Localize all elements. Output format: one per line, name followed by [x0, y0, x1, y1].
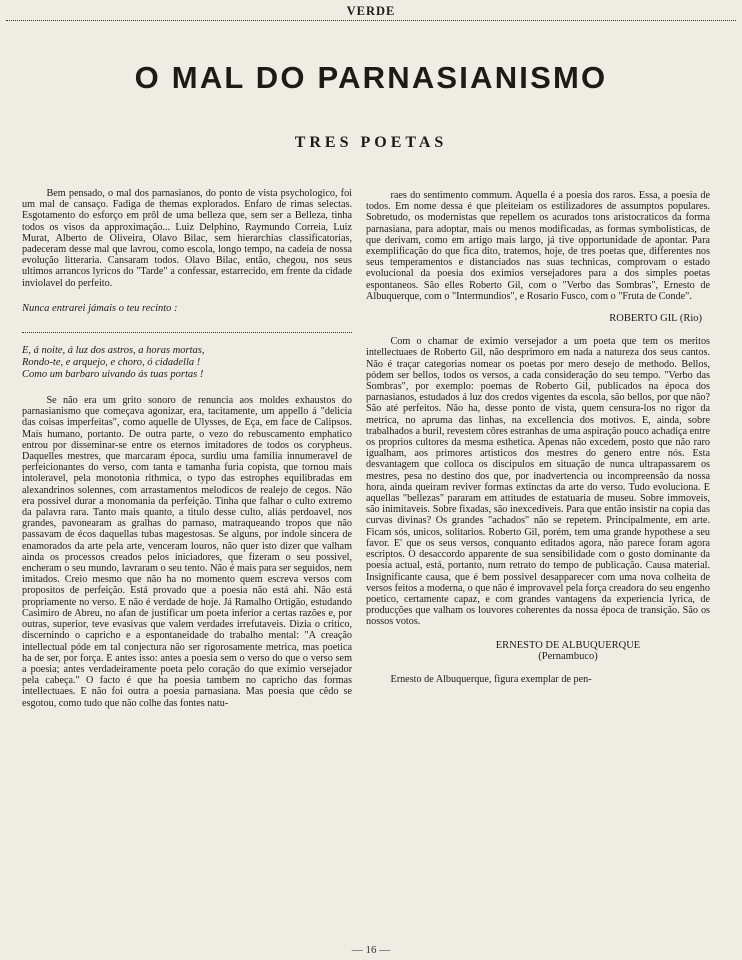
body-paragraph: Se não era um grito sonoro de renuncia aos moldes exhaustos do parnasianismo que começava agonizar, era, tacitamente, um appello á "delicia das coisas imperfeitas", como aquelle de Ulysses, de Eça, em face de Calipsos. Mais humano, portanto. De outra parte, o vezo do rebuscamento emphatico entrou por disseminar-se entre os eternos imitadores de todos os corypheus. Daquelles mestres, que marcaram época, surdiu uma familia innumeravel de perfeicionantes do verso, com tanta e tamanha furia copista, que tornou mais intoleravel, pela monotonia rithmica, o typo das estrophes equilibradas em alexandrinos solennes, com arrastamentos melodicos de realejo de cegos. Não era possivel durar a monomania da perfeição. Tinha que falhar o culto extremo da palavra rara. Tanto mais quanto, a titulo desse culto, aliás perdoavel, nos grandes, pavonearam as gralhas do parnaso, matraqueando tropos que não passavam de écos daquellas tubas magestosas. Se alguns, por indole sincera de enamorados da arte pela arte, venceram louros, não quer isto dizer que valham ainda os processos creados pelos iniciadores, que fizeram o seu possivel, encheram o seu mundo, lavraram o seu tento. Não é mais para ser seguidos, nem imitados. Creio mesmo que não ha no momento quem escreva versos com propositos de perfeição. Está provado que a poesia não está ahi. Não está propriamente no verso. E não é verdade de hoje. Já Ramalho Ortigão, estudando Casimiro de Abreu, no afan de justificar um poeta inferior a certas razões e, por outras, superior, teve evasivas que valem verdades irrefutaveis. Dizia o critico, discernindo o capricho e a espontaneidade do trabalho mental: "A creação intellectual póde em tal conjectura não ser rigorosamente metrica, mas poetica ha de ser, por força. E antes isso: antes a poesia sem o verso do que o verso sem a poesia; antes verdadeiramente poeta pelo coração do que eximio versejador pela cabeça." O facto é que ha poesia tambem no capricho das formas intellectuaes. E não foi outra a poesia parnasiana. Mas poesia que cêdo se esgotou, como tudo que não colhe das fontes natu-: [22, 395, 352, 709]
section-heading-ernesto: ERNESTO DE ALBUQUERQUE: [495, 639, 641, 651]
stanza-line: Como um barbaro uivando ás tuas portas !: [22, 369, 204, 381]
header-divider: [6, 20, 736, 21]
dotted-divider: [22, 332, 352, 333]
quoted-verse: Nunca entrarei jámais o teu recinto :: [22, 302, 178, 314]
magazine-title: VERDE: [346, 4, 396, 18]
intro-paragraph: Bem pensado, o mal dos parnasianos, do ponto de vista psychologico, foi um mal de cansaço. Fadiga de themas explorados. Enfaro de rimas selectas. Esgotamento do esforço em prôl de uma belleza que, sem ser a Belleza, tinha todos os visos da approximação... Luiz Delphino, Raymundo Correia, Luiz Murat, Alberto de Oliveira, Olavo Bilac, sem hierarchias classificatorias, padeceram desse mal que lavrou, como escola, longo tempo, na cadeia de nossa evolução litteraria. Cansaram todos. Olavo Bilac, então, chegou, nos seus ultimos arrancos lyricos do "Tarde" a confessar, estarrecido, em frente da cidade inviolavel do perfeito.: [22, 188, 352, 289]
left-column: [22, 188, 352, 709]
article-subtitle: TRES POETAS: [294, 134, 448, 151]
stanza-line: E, á noite, á luz dos astros, a horas mortas,: [22, 345, 205, 357]
section-heading-roberto-gil: ROBERTO GIL (Rio): [609, 313, 702, 325]
page-header: [0, 0, 742, 24]
stanza-line: Rondo-te, e arquejo, e choro, ó cidadella !: [22, 357, 201, 369]
section-body-ernesto: Ernesto de Albuquerque, figura exemplar de pen-: [390, 673, 592, 685]
right-column: [366, 190, 710, 685]
quoted-stanza: [22, 345, 352, 381]
continuation-paragraph: raes do sentimento commum. Aquella é a poesia dos raros. Essa, a poesia de todos. Em nome dessa é que pleiteiam os estilizadores de assumptos populares. Sobretudo, os modernistas que repellem os acurados tons aristocraticos da forma parnasiana, para adoptar, mais ou menos modificadas, as formas symbolisticas, de que derivam, como em artigo mais largo, já tive opportunidade de apontar. Para exemplificação do que fica dito, tratemos, hoje, de tres poetas que, differentes nos seus temperamentos e distanciados nas suas technicas, comprovam o estado evolucional da poesia dos eximios versejadores para a dos simples poetas espontaneos. São elles Roberto Gil, com o "Verbo das Sombras", Ernesto de Albuquerque, com o "Intermundios", e Rosario Fusco, com o "Fruta de Conde".: [366, 190, 710, 302]
section-body-roberto-gil: Com o chamar de eximio versejador a um poeta que tem os meritos intellectuaes de Roberto Gil, não desprimoro em nada a natureza dos seus cantos. Não é traçar categorias nomear os poetas por mero desejo de methodo. Bellos, pódem ser bellos, todos os versos, a cada consideração do seu tempo. "Verbo das Sombras", por exemplo: poemas de Roberto Gil, publicados na época dos parnasianos, estudados á luz dos credos vigentes da escola, são bellos, por que não? São até perfeitos. Não ha, desse ponto de vista, quem censura-los no rigor da metrica, no apruma das linhas, na excellencia dos motivos. E, ainda, sobre trabalhados a buril, revestem côres estranhas de uma aspiração pouco achadiça entre os proprios cultores da mesma esthetica. Apenas não excedem, posto que não raro igualham, aos primores artisticos dos mestres do genero entre nós. Esta desvantagem que colloca os discipulos em situação de nunca ultrapassarem os mestres, pesa no destino dos que, por inadvertencia ou incompreensão da nossa hora, ainda queiram reviver formas extinctas da arte do verso. Tudo evoluciona. E aquellas "bellezas" pararam em attitudes de estatuaria de museu. Sobre immoveis, são inimitaveis. Sobre fixadas, são inexcediveis. Para que então insistir na copia das curvas divinas? Os grandes "achados" não se repetem. Principalmente, em arte. Ficam sós, unicos, solitarios. Roberto Gil, porém, tem uma grande hypothese a seu favor. E' que os seus versos, conquanto editados agora, não parece foram agora escriptos. O desaccordo apparente de sua sensibilidade com o gosto dominante da poesia actual, está, portanto, num retrato do tempo de publicação. Causa material. Insignificante causa, que é bem possivel desapparecer com uma nova colheita de versos feitos a moderna, o que não é improvavel pela força creadora do seu engenho poetico, certamente capaz, e com grandes vantagens da experiencia lyrica, de producções que valham os louvores coherentes da nossa época de transição. São os nossos votos.: [366, 336, 710, 628]
section-subheading-ernesto: (Pernambuco): [538, 650, 598, 662]
article-title: O MAL DO PARNASIANISMO: [134, 60, 608, 95]
page-number: — 16 —: [351, 944, 391, 956]
